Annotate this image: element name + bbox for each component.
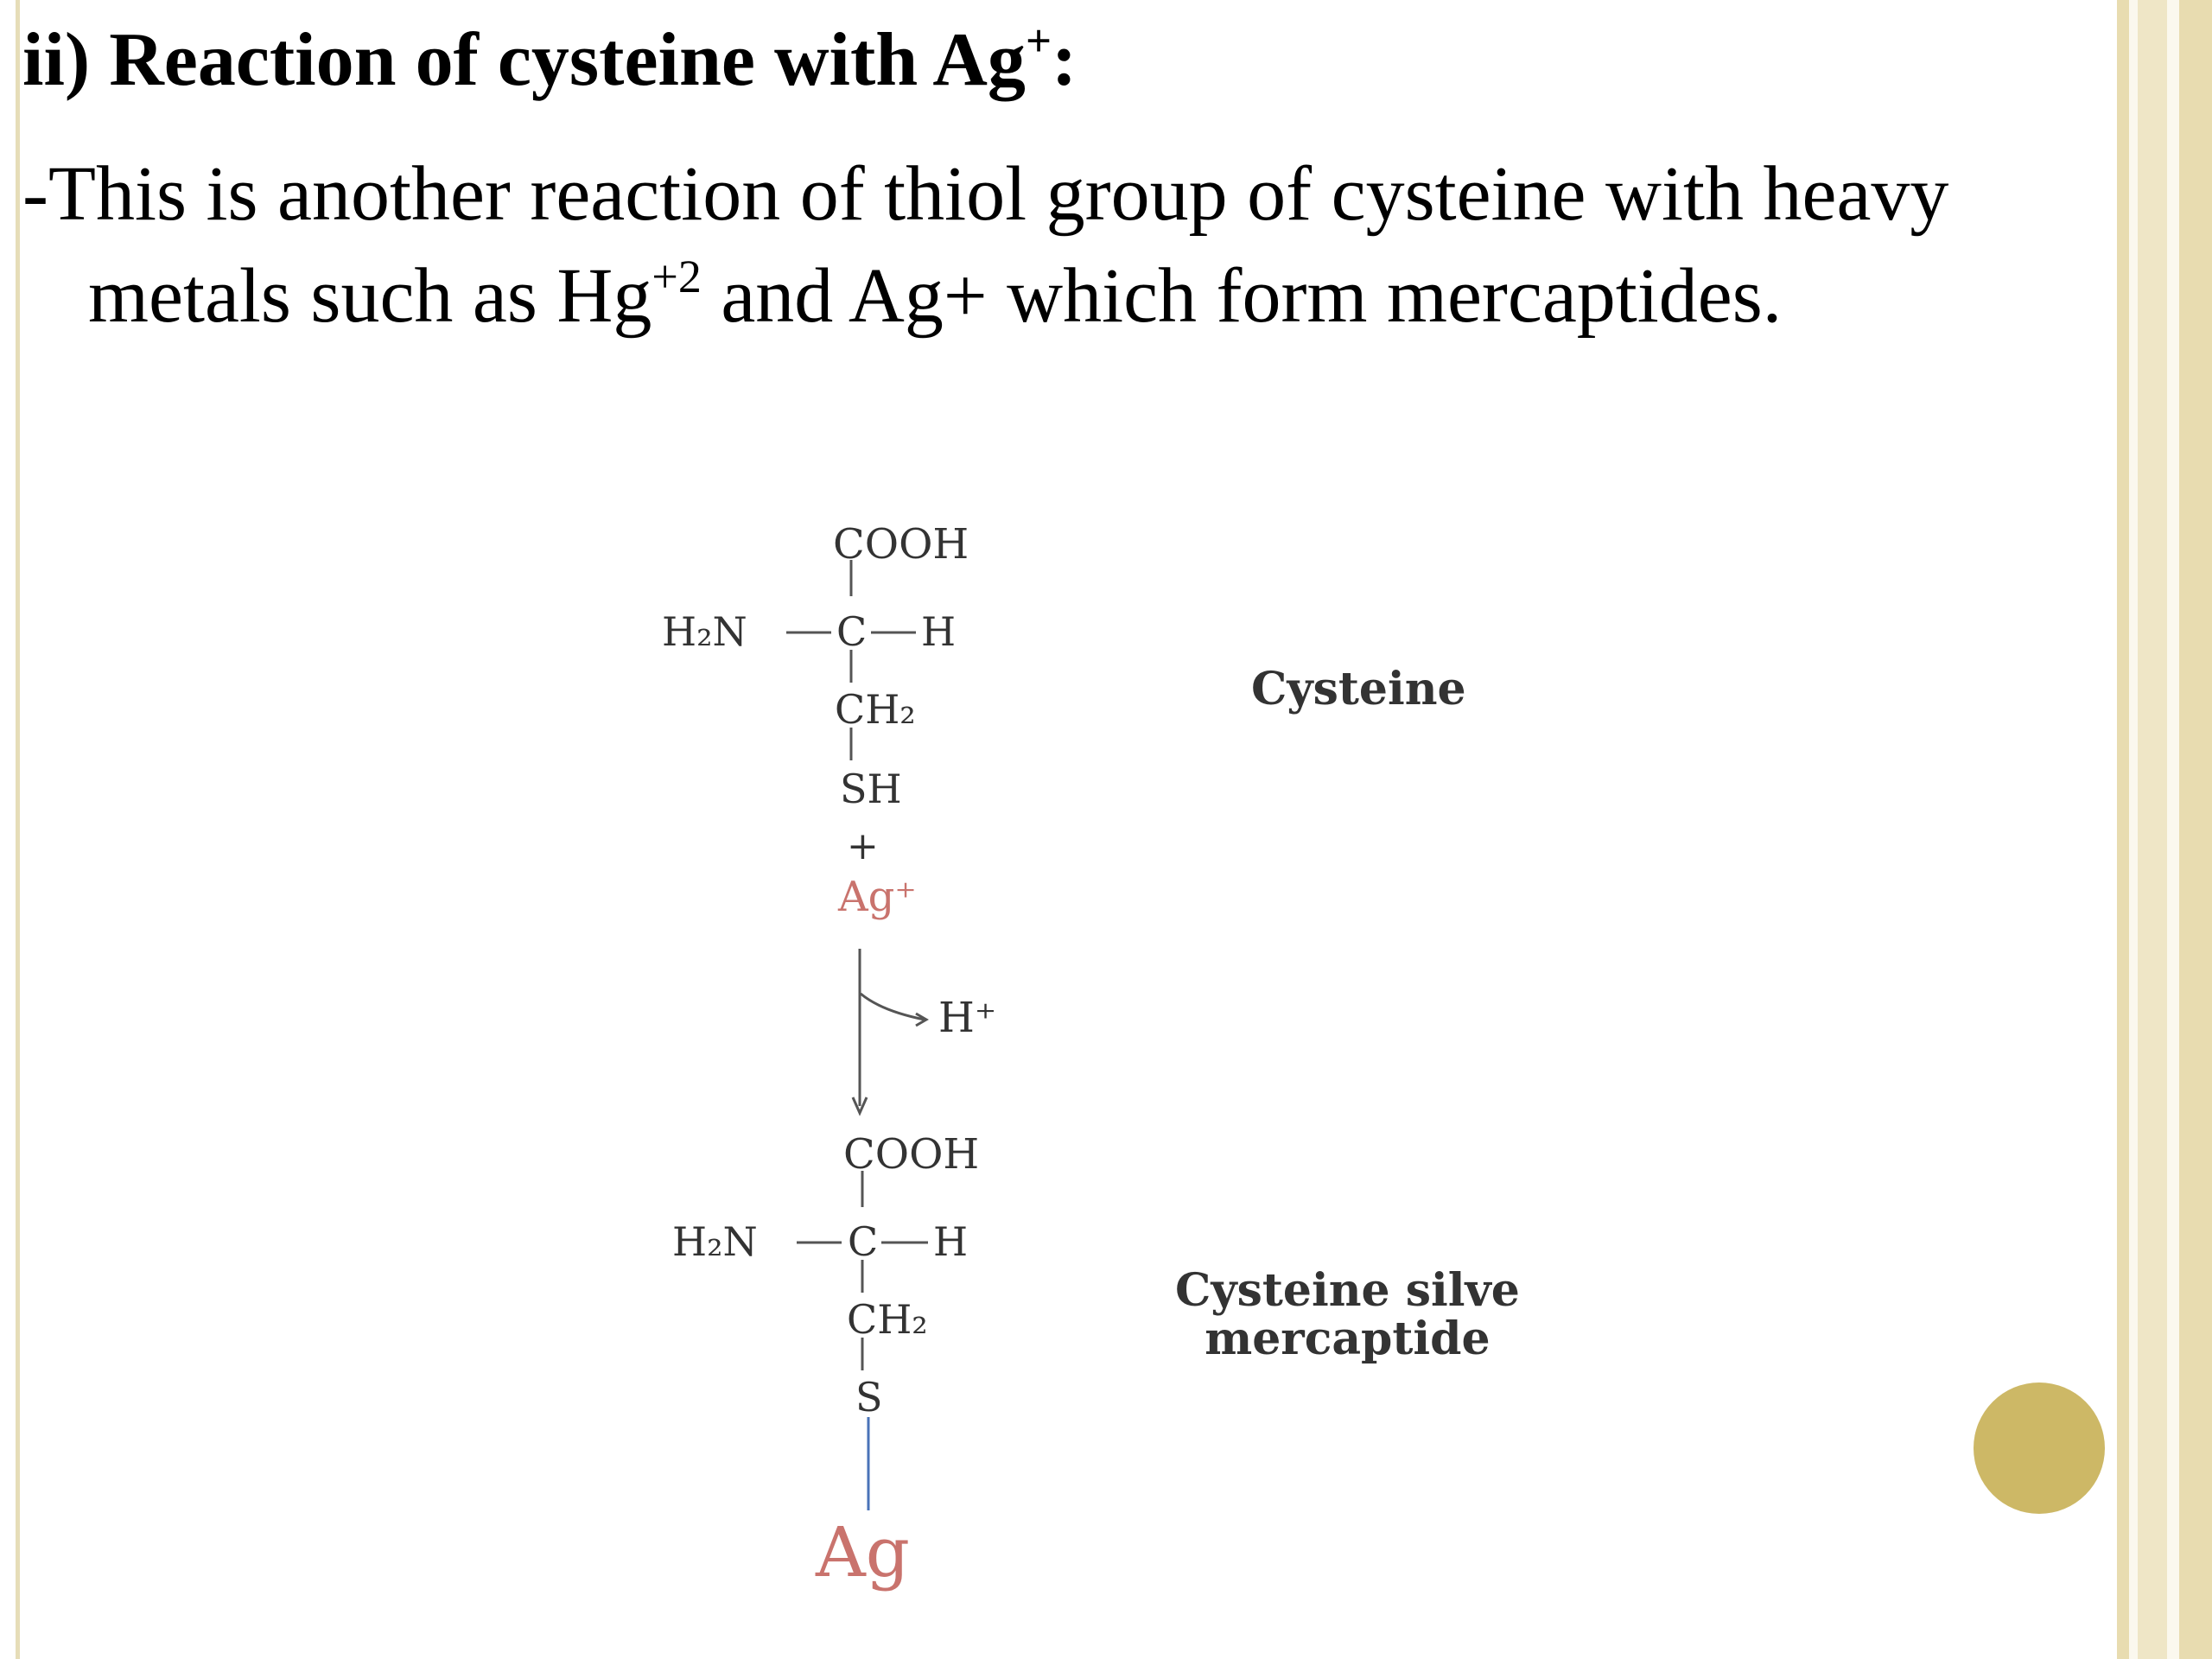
para-line-2-end: and Ag+ which form mercaptides. bbox=[701, 253, 1783, 339]
silver-ion-label: Ag⁺ bbox=[838, 873, 917, 921]
title-colon: : bbox=[1052, 18, 1077, 102]
top-alpha-carbon: C bbox=[836, 608, 868, 655]
bottom-cooh-label: COOH bbox=[843, 1130, 980, 1179]
bottom-alpha-carbon: C bbox=[848, 1218, 879, 1265]
bottom-amine-label: H₂N bbox=[672, 1218, 758, 1265]
cysteine-label: Cysteine bbox=[1251, 663, 1466, 715]
top-cooh-label: COOH bbox=[833, 520, 969, 569]
top-ch2-label: CH₂ bbox=[835, 686, 916, 733]
mercaptide-label-line2: mercaptide bbox=[1205, 1313, 1491, 1365]
top-sh-label: SH bbox=[840, 766, 902, 812]
slide-title bbox=[22, 16, 1077, 103]
para-line-1: -This is another reaction of thiol group of cysteine with heavy bbox=[22, 151, 1949, 237]
left-border bbox=[16, 0, 20, 1659]
description-paragraph bbox=[22, 143, 2157, 347]
title-superscript: + bbox=[1025, 16, 1052, 67]
bottom-silver-label: Ag bbox=[816, 1512, 910, 1592]
bottom-ch2-label: CH₂ bbox=[847, 1296, 928, 1343]
top-hydrogen: H bbox=[921, 608, 957, 655]
mercury-charge: +2 bbox=[652, 251, 702, 303]
decorative-circle bbox=[1974, 1382, 2105, 1514]
plus-sign: + bbox=[847, 824, 879, 868]
bottom-sulfur-label: S bbox=[855, 1374, 883, 1421]
bottom-hydrogen: H bbox=[933, 1218, 969, 1265]
mercaptide-label bbox=[1175, 1264, 1520, 1365]
para-line-2 bbox=[22, 245, 2157, 347]
title-text: ii) Reaction of cysteine with Ag bbox=[22, 18, 1026, 102]
mercaptide-label-line1: Cysteine silve bbox=[1175, 1264, 1520, 1317]
para-line-2-start: metals such as Hg bbox=[88, 253, 652, 339]
reaction-figure bbox=[605, 501, 1599, 1616]
proton-byproduct: H⁺ bbox=[938, 994, 997, 1042]
top-amine-label: H₂N bbox=[662, 608, 747, 655]
